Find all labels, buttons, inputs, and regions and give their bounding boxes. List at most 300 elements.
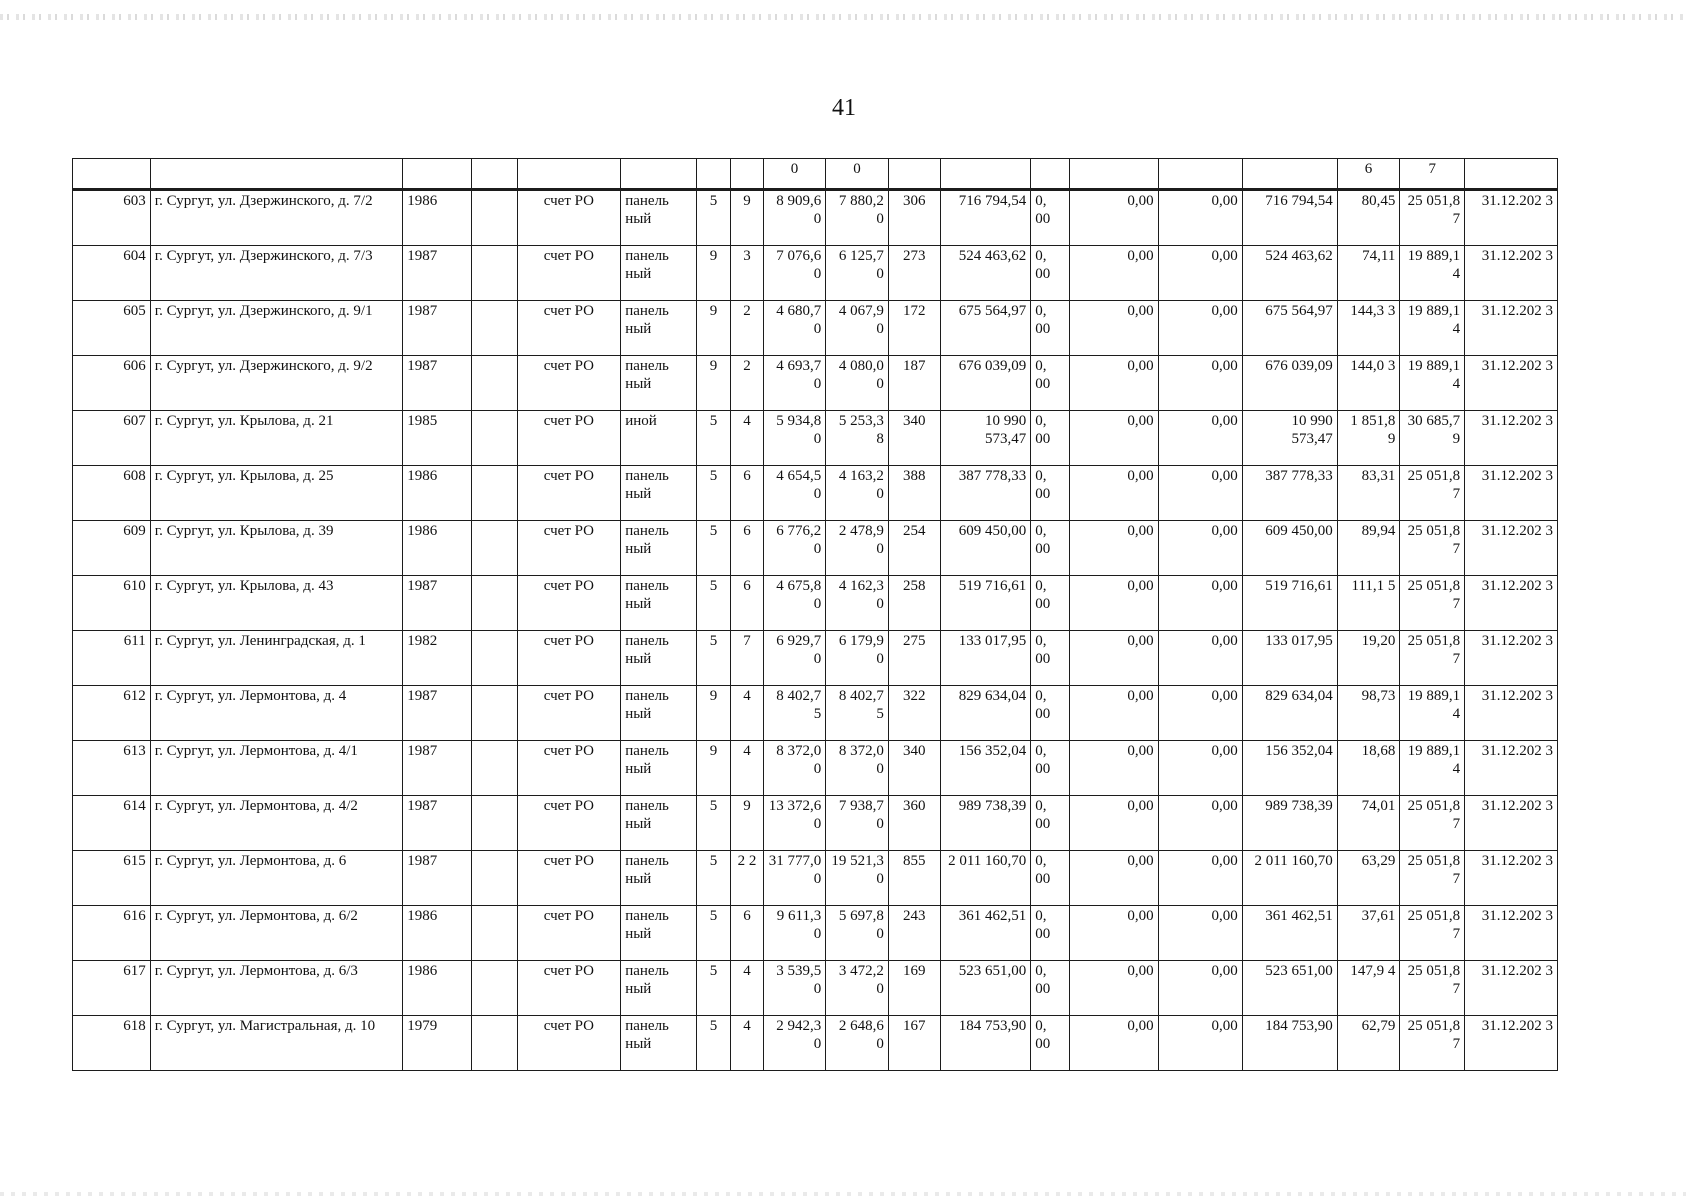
cell-fund-method: счет РО [517, 576, 621, 631]
table-row [73, 741, 1558, 796]
cell-cost-per-sqm: 1 851,8 9 [1337, 411, 1400, 466]
cell-cost-per-sqm: 80,45 [1337, 190, 1400, 246]
cell-fund-method: счет РО [517, 356, 621, 411]
cell-entrances: 3 [731, 246, 763, 301]
cell-total-cost: 675 564,97 [940, 301, 1031, 356]
header-cell [1158, 159, 1242, 190]
cell-max-cost-per-sqm: 19 889,1 4 [1400, 246, 1465, 301]
cell-floors: 5 [696, 631, 731, 686]
cell-total-area: 31 777,0 0 [763, 851, 826, 906]
cell-residents: 258 [888, 576, 940, 631]
cell-cost-share-a: 0, 00 [1031, 741, 1070, 796]
cell-cost-share-b: 0,00 [1070, 796, 1158, 851]
cell-total-cost: 156 352,04 [940, 741, 1031, 796]
table-row [73, 906, 1558, 961]
cell-fund-method: счет РО [517, 301, 621, 356]
cell-total-area: 4 680,7 0 [763, 301, 826, 356]
cell-residents: 306 [888, 190, 940, 246]
header-cell [403, 159, 472, 190]
cell-cost-share-c: 0,00 [1158, 851, 1242, 906]
cell-cost-share-b: 0,00 [1070, 631, 1158, 686]
cell-residents: 187 [888, 356, 940, 411]
cell-total-cost: 387 778,33 [940, 466, 1031, 521]
cell-cost-share-b: 0,00 [1070, 466, 1158, 521]
cell-total-cost: 609 450,00 [940, 521, 1031, 576]
cell-fund-method: счет РО [517, 851, 621, 906]
cell-deadline: 31.12.202 3 [1465, 961, 1558, 1016]
cell-cost-per-sqm: 37,61 [1337, 906, 1400, 961]
table-header-row [73, 159, 1558, 190]
cell-fund-cost: 524 463,62 [1242, 246, 1337, 301]
cell-entrances: 2 [731, 356, 763, 411]
page-number: 41 [832, 95, 856, 121]
cell-fund-cost: 676 039,09 [1242, 356, 1337, 411]
cell-fund-method: счет РО [517, 631, 621, 686]
cell-deadline: 31.12.202 3 [1465, 301, 1558, 356]
cell-cost-share-b: 0,00 [1070, 521, 1158, 576]
cell-deadline: 31.12.202 3 [1465, 466, 1558, 521]
cell-fund-cost: 156 352,04 [1242, 741, 1337, 796]
cell-row-number: 618 [73, 1016, 151, 1071]
cell-address: г. Сургут, ул. Лермонтова, д. 4/1 [150, 741, 403, 796]
header-cell: 0 [826, 159, 889, 190]
cell-wall-material: панель ный [621, 796, 697, 851]
cell-max-cost-per-sqm: 30 685,7 9 [1400, 411, 1465, 466]
cell-total-area: 13 372,6 0 [763, 796, 826, 851]
cell-total-cost: 524 463,62 [940, 246, 1031, 301]
cell-year-built: 1987 [403, 741, 472, 796]
header-cell [940, 159, 1031, 190]
cell-address: г. Сургут, ул. Лермонтова, д. 6/3 [150, 961, 403, 1016]
cell-wall-material: панель ный [621, 851, 697, 906]
cell-cost-share-c: 0,00 [1158, 961, 1242, 1016]
cell-cost-per-sqm: 147,9 4 [1337, 961, 1400, 1016]
cell-row-number: 607 [73, 411, 151, 466]
cell-year-built: 1987 [403, 246, 472, 301]
cell-cost-share-a: 0, 00 [1031, 301, 1070, 356]
table-row [73, 1016, 1558, 1071]
cell-total-area: 2 942,3 0 [763, 1016, 826, 1071]
table-row [73, 521, 1558, 576]
cell-cost-per-sqm: 83,31 [1337, 466, 1400, 521]
cell-total-area: 8 402,7 5 [763, 686, 826, 741]
header-cell [1031, 159, 1070, 190]
cell-cost-share-a: 0, 00 [1031, 521, 1070, 576]
cell-living-area: 5 253,3 8 [826, 411, 889, 466]
cell-blank-col [472, 246, 517, 301]
cell-cost-share-b: 0,00 [1070, 961, 1158, 1016]
cell-cost-share-b: 0,00 [1070, 906, 1158, 961]
cell-cost-per-sqm: 63,29 [1337, 851, 1400, 906]
cell-total-cost: 676 039,09 [940, 356, 1031, 411]
cell-wall-material: панель ный [621, 356, 697, 411]
cell-floors: 9 [696, 301, 731, 356]
cell-fund-cost: 2 011 160,70 [1242, 851, 1337, 906]
cell-living-area: 4 080,0 0 [826, 356, 889, 411]
cell-floors: 9 [696, 686, 731, 741]
cell-entrances: 4 [731, 961, 763, 1016]
header-cell [150, 159, 403, 190]
cell-blank-col [472, 631, 517, 686]
cell-max-cost-per-sqm: 25 051,8 7 [1400, 1016, 1465, 1071]
housing-repair-table [72, 158, 1558, 1071]
cell-cost-share-c: 0,00 [1158, 466, 1242, 521]
cell-cost-share-c: 0,00 [1158, 741, 1242, 796]
cell-row-number: 610 [73, 576, 151, 631]
cell-row-number: 617 [73, 961, 151, 1016]
cell-year-built: 1987 [403, 796, 472, 851]
cell-fund-cost: 519 716,61 [1242, 576, 1337, 631]
cell-max-cost-per-sqm: 25 051,8 7 [1400, 906, 1465, 961]
scan-edge-bottom [0, 1192, 1686, 1196]
cell-total-cost: 523 651,00 [940, 961, 1031, 1016]
cell-entrances: 4 [731, 1016, 763, 1071]
table-row [73, 466, 1558, 521]
cell-cost-share-c: 0,00 [1158, 301, 1242, 356]
cell-year-built: 1987 [403, 301, 472, 356]
cell-entrances: 6 [731, 521, 763, 576]
cell-total-area: 8 909,6 0 [763, 190, 826, 246]
header-cell [1242, 159, 1337, 190]
cell-address: г. Сургут, ул. Крылова, д. 21 [150, 411, 403, 466]
cell-cost-share-a: 0, 00 [1031, 796, 1070, 851]
cell-total-cost: 519 716,61 [940, 576, 1031, 631]
cell-cost-share-c: 0,00 [1158, 906, 1242, 961]
cell-row-number: 604 [73, 246, 151, 301]
cell-residents: 855 [888, 851, 940, 906]
cell-cost-share-b: 0,00 [1070, 686, 1158, 741]
cell-year-built: 1986 [403, 521, 472, 576]
cell-blank-col [472, 851, 517, 906]
header-cell [517, 159, 621, 190]
cell-cost-per-sqm: 111,1 5 [1337, 576, 1400, 631]
cell-cost-per-sqm: 89,94 [1337, 521, 1400, 576]
cell-total-cost: 989 738,39 [940, 796, 1031, 851]
cell-fund-cost: 361 462,51 [1242, 906, 1337, 961]
cell-floors: 5 [696, 466, 731, 521]
cell-wall-material: панель ный [621, 906, 697, 961]
cell-total-area: 8 372,0 0 [763, 741, 826, 796]
cell-floors: 5 [696, 411, 731, 466]
cell-max-cost-per-sqm: 25 051,8 7 [1400, 576, 1465, 631]
cell-residents: 340 [888, 741, 940, 796]
cell-floors: 9 [696, 356, 731, 411]
cell-cost-share-a: 0, 00 [1031, 631, 1070, 686]
cell-living-area: 4 067,9 0 [826, 301, 889, 356]
table-row [73, 961, 1558, 1016]
cell-row-number: 605 [73, 301, 151, 356]
cell-wall-material: иной [621, 411, 697, 466]
header-cell: 7 [1400, 159, 1465, 190]
cell-residents: 243 [888, 906, 940, 961]
cell-total-cost: 361 462,51 [940, 906, 1031, 961]
cell-fund-method: счет РО [517, 961, 621, 1016]
cell-cost-share-a: 0, 00 [1031, 411, 1070, 466]
cell-cost-share-b: 0,00 [1070, 576, 1158, 631]
table-row [73, 301, 1558, 356]
header-cell [621, 159, 697, 190]
cell-cost-share-a: 0, 00 [1031, 356, 1070, 411]
cell-cost-share-c: 0,00 [1158, 631, 1242, 686]
cell-deadline: 31.12.202 3 [1465, 411, 1558, 466]
cell-fund-cost: 716 794,54 [1242, 190, 1337, 246]
cell-wall-material: панель ный [621, 686, 697, 741]
cell-address: г. Сургут, ул. Крылова, д. 25 [150, 466, 403, 521]
cell-address: г. Сургут, ул. Лермонтова, д. 6 [150, 851, 403, 906]
cell-total-area: 6 776,2 0 [763, 521, 826, 576]
cell-cost-per-sqm: 144,0 3 [1337, 356, 1400, 411]
cell-address: г. Сургут, ул. Лермонтова, д. 4 [150, 686, 403, 741]
cell-floors: 5 [696, 961, 731, 1016]
cell-address: г. Сургут, ул. Дзержинского, д. 7/3 [150, 246, 403, 301]
cell-fund-method: счет РО [517, 1016, 621, 1071]
cell-row-number: 615 [73, 851, 151, 906]
cell-fund-cost: 829 634,04 [1242, 686, 1337, 741]
cell-total-area: 9 611,3 0 [763, 906, 826, 961]
cell-floors: 5 [696, 576, 731, 631]
cell-living-area: 6 125,7 0 [826, 246, 889, 301]
cell-entrances: 9 [731, 796, 763, 851]
cell-year-built: 1987 [403, 356, 472, 411]
cell-blank-col [472, 906, 517, 961]
cell-row-number: 616 [73, 906, 151, 961]
cell-blank-col [472, 576, 517, 631]
cell-deadline: 31.12.202 3 [1465, 686, 1558, 741]
cell-wall-material: панель ный [621, 741, 697, 796]
cell-year-built: 1986 [403, 190, 472, 246]
cell-wall-material: панель ный [621, 631, 697, 686]
cell-total-area: 4 654,5 0 [763, 466, 826, 521]
cell-fund-method: счет РО [517, 190, 621, 246]
cell-blank-col [472, 411, 517, 466]
cell-year-built: 1986 [403, 961, 472, 1016]
cell-cost-share-c: 0,00 [1158, 576, 1242, 631]
cell-row-number: 603 [73, 190, 151, 246]
cell-total-cost: 133 017,95 [940, 631, 1031, 686]
header-cell: 0 [763, 159, 826, 190]
cell-floors: 5 [696, 190, 731, 246]
cell-cost-per-sqm: 74,11 [1337, 246, 1400, 301]
cell-fund-method: счет РО [517, 246, 621, 301]
cell-address: г. Сургут, ул. Ленинградская, д. 1 [150, 631, 403, 686]
cell-living-area: 3 472,2 0 [826, 961, 889, 1016]
cell-year-built: 1986 [403, 906, 472, 961]
cell-cost-share-b: 0,00 [1070, 741, 1158, 796]
cell-max-cost-per-sqm: 19 889,1 4 [1400, 741, 1465, 796]
cell-floors: 5 [696, 906, 731, 961]
cell-entrances: 2 2 [731, 851, 763, 906]
cell-deadline: 31.12.202 3 [1465, 631, 1558, 686]
cell-total-area: 7 076,6 0 [763, 246, 826, 301]
cell-entrances: 6 [731, 576, 763, 631]
cell-total-cost: 2 011 160,70 [940, 851, 1031, 906]
cell-cost-share-b: 0,00 [1070, 246, 1158, 301]
table-row [73, 686, 1558, 741]
cell-total-area: 3 539,5 0 [763, 961, 826, 1016]
cell-living-area: 2 478,9 0 [826, 521, 889, 576]
cell-cost-share-b: 0,00 [1070, 1016, 1158, 1071]
cell-cost-share-b: 0,00 [1070, 851, 1158, 906]
cell-residents: 254 [888, 521, 940, 576]
cell-blank-col [472, 796, 517, 851]
cell-entrances: 4 [731, 741, 763, 796]
cell-wall-material: панель ный [621, 301, 697, 356]
cell-fund-method: счет РО [517, 466, 621, 521]
cell-living-area: 19 521,3 0 [826, 851, 889, 906]
cell-blank-col [472, 961, 517, 1016]
cell-blank-col [472, 1016, 517, 1071]
cell-deadline: 31.12.202 3 [1465, 521, 1558, 576]
cell-year-built: 1985 [403, 411, 472, 466]
cell-deadline: 31.12.202 3 [1465, 906, 1558, 961]
cell-max-cost-per-sqm: 25 051,8 7 [1400, 190, 1465, 246]
header-cell [731, 159, 763, 190]
cell-address: г. Сургут, ул. Крылова, д. 43 [150, 576, 403, 631]
cell-living-area: 5 697,8 0 [826, 906, 889, 961]
cell-floors: 9 [696, 741, 731, 796]
cell-residents: 360 [888, 796, 940, 851]
cell-deadline: 31.12.202 3 [1465, 851, 1558, 906]
cell-max-cost-per-sqm: 25 051,8 7 [1400, 796, 1465, 851]
cell-blank-col [472, 521, 517, 576]
cell-total-area: 6 929,7 0 [763, 631, 826, 686]
cell-address: г. Сургут, ул. Лермонтова, д. 6/2 [150, 906, 403, 961]
cell-total-area: 4 693,7 0 [763, 356, 826, 411]
table-row [73, 631, 1558, 686]
cell-floors: 5 [696, 851, 731, 906]
table-row [73, 576, 1558, 631]
cell-fund-cost: 387 778,33 [1242, 466, 1337, 521]
cell-max-cost-per-sqm: 25 051,8 7 [1400, 466, 1465, 521]
cell-fund-cost: 675 564,97 [1242, 301, 1337, 356]
cell-fund-cost: 184 753,90 [1242, 1016, 1337, 1071]
cell-living-area: 7 938,7 0 [826, 796, 889, 851]
cell-living-area: 7 880,2 0 [826, 190, 889, 246]
cell-cost-per-sqm: 74,01 [1337, 796, 1400, 851]
cell-row-number: 606 [73, 356, 151, 411]
cell-cost-share-a: 0, 00 [1031, 686, 1070, 741]
table-row [73, 356, 1558, 411]
cell-year-built: 1982 [403, 631, 472, 686]
cell-fund-method: счет РО [517, 741, 621, 796]
cell-deadline: 31.12.202 3 [1465, 356, 1558, 411]
cell-row-number: 613 [73, 741, 151, 796]
cell-deadline: 31.12.202 3 [1465, 741, 1558, 796]
cell-wall-material: панель ный [621, 961, 697, 1016]
cell-address: г. Сургут, ул. Крылова, д. 39 [150, 521, 403, 576]
cell-year-built: 1979 [403, 1016, 472, 1071]
cell-total-area: 5 934,8 0 [763, 411, 826, 466]
cell-entrances: 2 [731, 301, 763, 356]
cell-living-area: 4 163,2 0 [826, 466, 889, 521]
cell-max-cost-per-sqm: 25 051,8 7 [1400, 851, 1465, 906]
cell-residents: 172 [888, 301, 940, 356]
table-row [73, 246, 1558, 301]
cell-wall-material: панель ный [621, 576, 697, 631]
cell-living-area: 8 402,7 5 [826, 686, 889, 741]
cell-living-area: 4 162,3 0 [826, 576, 889, 631]
cell-fund-method: счет РО [517, 906, 621, 961]
cell-residents: 340 [888, 411, 940, 466]
cell-cost-share-a: 0, 00 [1031, 466, 1070, 521]
cell-address: г. Сургут, ул. Дзержинского, д. 9/2 [150, 356, 403, 411]
header-cell [472, 159, 517, 190]
cell-cost-share-c: 0,00 [1158, 246, 1242, 301]
cell-living-area: 2 648,6 0 [826, 1016, 889, 1071]
cell-residents: 275 [888, 631, 940, 686]
cell-year-built: 1987 [403, 851, 472, 906]
cell-cost-share-b: 0,00 [1070, 190, 1158, 246]
cell-fund-cost: 523 651,00 [1242, 961, 1337, 1016]
table-row [73, 851, 1558, 906]
cell-cost-share-a: 0, 00 [1031, 190, 1070, 246]
cell-fund-method: счет РО [517, 796, 621, 851]
cell-cost-share-c: 0,00 [1158, 686, 1242, 741]
cell-cost-share-a: 0, 00 [1031, 246, 1070, 301]
cell-living-area: 8 372,0 0 [826, 741, 889, 796]
cell-wall-material: панель ный [621, 466, 697, 521]
cell-residents: 169 [888, 961, 940, 1016]
cell-max-cost-per-sqm: 19 889,1 4 [1400, 356, 1465, 411]
cell-wall-material: панель ный [621, 1016, 697, 1071]
cell-row-number: 608 [73, 466, 151, 521]
cell-total-cost: 10 990 573,47 [940, 411, 1031, 466]
cell-deadline: 31.12.202 3 [1465, 576, 1558, 631]
cell-deadline: 31.12.202 3 [1465, 1016, 1558, 1071]
cell-cost-share-c: 0,00 [1158, 356, 1242, 411]
scan-edge-top [0, 14, 1686, 20]
cell-floors: 9 [696, 246, 731, 301]
cell-cost-share-b: 0,00 [1070, 411, 1158, 466]
cell-cost-share-b: 0,00 [1070, 356, 1158, 411]
cell-entrances: 7 [731, 631, 763, 686]
table-row [73, 411, 1558, 466]
cell-floors: 5 [696, 1016, 731, 1071]
cell-address: г. Сургут, ул. Магистральная, д. 10 [150, 1016, 403, 1071]
cell-max-cost-per-sqm: 19 889,1 4 [1400, 686, 1465, 741]
header-cell: 6 [1337, 159, 1400, 190]
cell-blank-col [472, 741, 517, 796]
cell-cost-per-sqm: 62,79 [1337, 1016, 1400, 1071]
cell-cost-per-sqm: 144,3 3 [1337, 301, 1400, 356]
cell-max-cost-per-sqm: 19 889,1 4 [1400, 301, 1465, 356]
cell-fund-cost: 609 450,00 [1242, 521, 1337, 576]
cell-address: г. Сургут, ул. Дзержинского, д. 9/1 [150, 301, 403, 356]
cell-entrances: 4 [731, 686, 763, 741]
cell-blank-col [472, 190, 517, 246]
cell-row-number: 614 [73, 796, 151, 851]
cell-residents: 273 [888, 246, 940, 301]
header-cell [888, 159, 940, 190]
cell-cost-share-c: 0,00 [1158, 796, 1242, 851]
cell-cost-share-c: 0,00 [1158, 1016, 1242, 1071]
cell-cost-share-a: 0, 00 [1031, 851, 1070, 906]
cell-living-area: 6 179,9 0 [826, 631, 889, 686]
cell-address: г. Сургут, ул. Дзержинского, д. 7/2 [150, 190, 403, 246]
cell-cost-share-a: 0, 00 [1031, 961, 1070, 1016]
cell-total-cost: 716 794,54 [940, 190, 1031, 246]
cell-max-cost-per-sqm: 25 051,8 7 [1400, 631, 1465, 686]
cell-fund-method: счет РО [517, 411, 621, 466]
cell-residents: 167 [888, 1016, 940, 1071]
cell-deadline: 31.12.202 3 [1465, 190, 1558, 246]
header-cell [1465, 159, 1558, 190]
cell-entrances: 6 [731, 906, 763, 961]
cell-cost-share-a: 0, 00 [1031, 1016, 1070, 1071]
cell-cost-share-a: 0, 00 [1031, 906, 1070, 961]
cell-row-number: 609 [73, 521, 151, 576]
cell-row-number: 611 [73, 631, 151, 686]
